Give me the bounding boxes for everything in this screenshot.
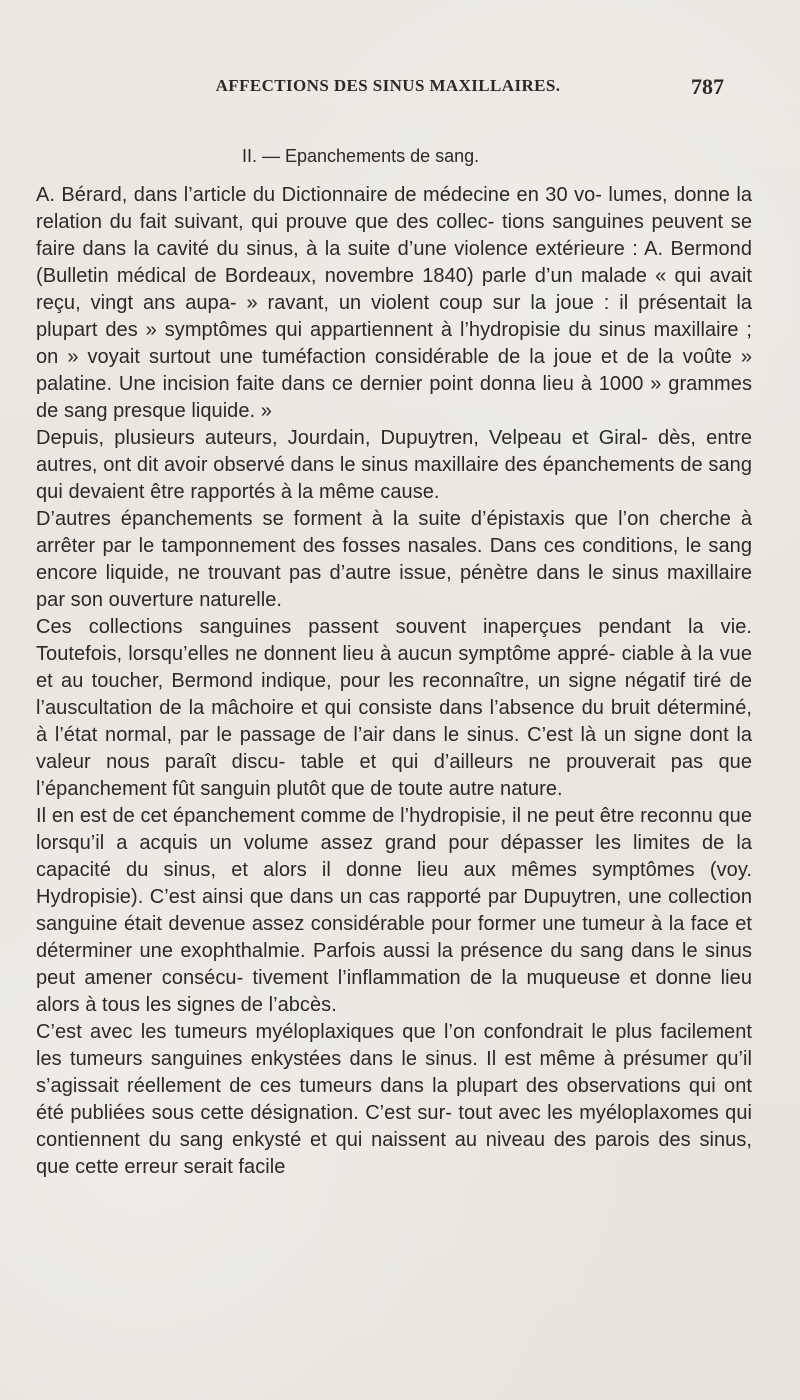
running-head: AFFECTIONS DES SINUS MAXILLAIRES.: [215, 76, 561, 95]
paragraph-1: A. Bérard, dans l’article du Dictionnaire de médecine en 30 vo- lumes, donne la relation du fait suivant, qui prouve que des collec- tions sanguines peuvent se faire dans la cavité du sinus, à la suite d’une violence extérieure : A. Bermond (Bulletin médical de Bordeaux, novembre 1840) parle d’un malade « qui avait reçu, vingt ans aupa- » ravant, un violent coup sur la joue : il présentait la plupart des » symptômes qui appartiennent à l’hydropisie du sinus maxillaire ; on » voyait surtout une tuméfaction considérable de la joue et de la voûte » palatine. Une incision faite dans ce dernier point donna lieu à 1000 » grammes de sang presque liquide. »: [36, 184, 752, 422]
body-text: [36, 182, 752, 1181]
page-number: 787: [691, 74, 724, 99]
paragraph-3: D’autres épanchements se forment à la suite d’épistaxis que l’on cherche à arrêter par le tamponnement des fosses nasales. Dans ces conditions, le sang encore liquide, ne trouvant pas d’autre issue, pénètre dans le sinus maxillaire par son ouverture naturelle.: [36, 508, 752, 611]
section-title: II. — Epanchements de sang.: [242, 146, 480, 166]
paragraph-6: C’est avec les tumeurs myéloplaxiques que l’on confondrait le plus facilement les tumeurs sanguines enkystées dans le sinus. Il est même à présumer qu’il s’agissait réellement de ces tumeurs dans la plupart des observations qui ont été publiées sous cette désignation. C’est sur- tout avec les myéloplaxomes qui contiennent du sang enkysté et qui naissent au niveau des parois des sinus, que cette erreur serait facile: [36, 1021, 752, 1178]
paragraph-5: Il en est de cet épanchement comme de l’hydropisie, il ne peut être reconnu que lorsqu’il a acquis un volume assez grand pour dépasser les limites de la capacité du sinus, et alors il donne lieu aux mêmes symptômes (voy. Hydropisie). C’est ainsi que dans un cas rapporté par Dupuytren, une collection sanguine était devenue assez considérable pour former une tumeur à la face et déterminer une exophthalmie. Parfois aussi la présence du sang dans le sinus peut amener consécu- tivement l’inflammation de la muqueuse et donne lieu alors à tous les signes de l’abcès.: [36, 805, 752, 1016]
paragraph-2: Depuis, plusieurs auteurs, Jourdain, Dupuytren, Velpeau et Giral- dès, entre autres, ont dit avoir observé dans le sinus maxillaire des épanchements de sang qui devaient être rapportés à la même cause.: [36, 427, 752, 503]
paragraph-4: Ces collections sanguines passent souvent inaperçues pendant la vie. Toutefois, lorsqu’elles ne donnent lieu à aucun symptôme appré- ciable à la vue et au toucher, Bermond indique, pour les reconnaître, un signe négatif tiré de l’auscultation de la mâchoire et qui consiste dans l’absence du bruit déterminé, à l’état normal, par le passage de l’air dans le sinus. C’est là un signe dont la valeur nous paraît discu- table et qui d’ailleurs ne prouverait pas que l’épanchement fût sanguin plutôt que de toute autre nature.: [36, 616, 752, 800]
page-header: [36, 76, 740, 102]
